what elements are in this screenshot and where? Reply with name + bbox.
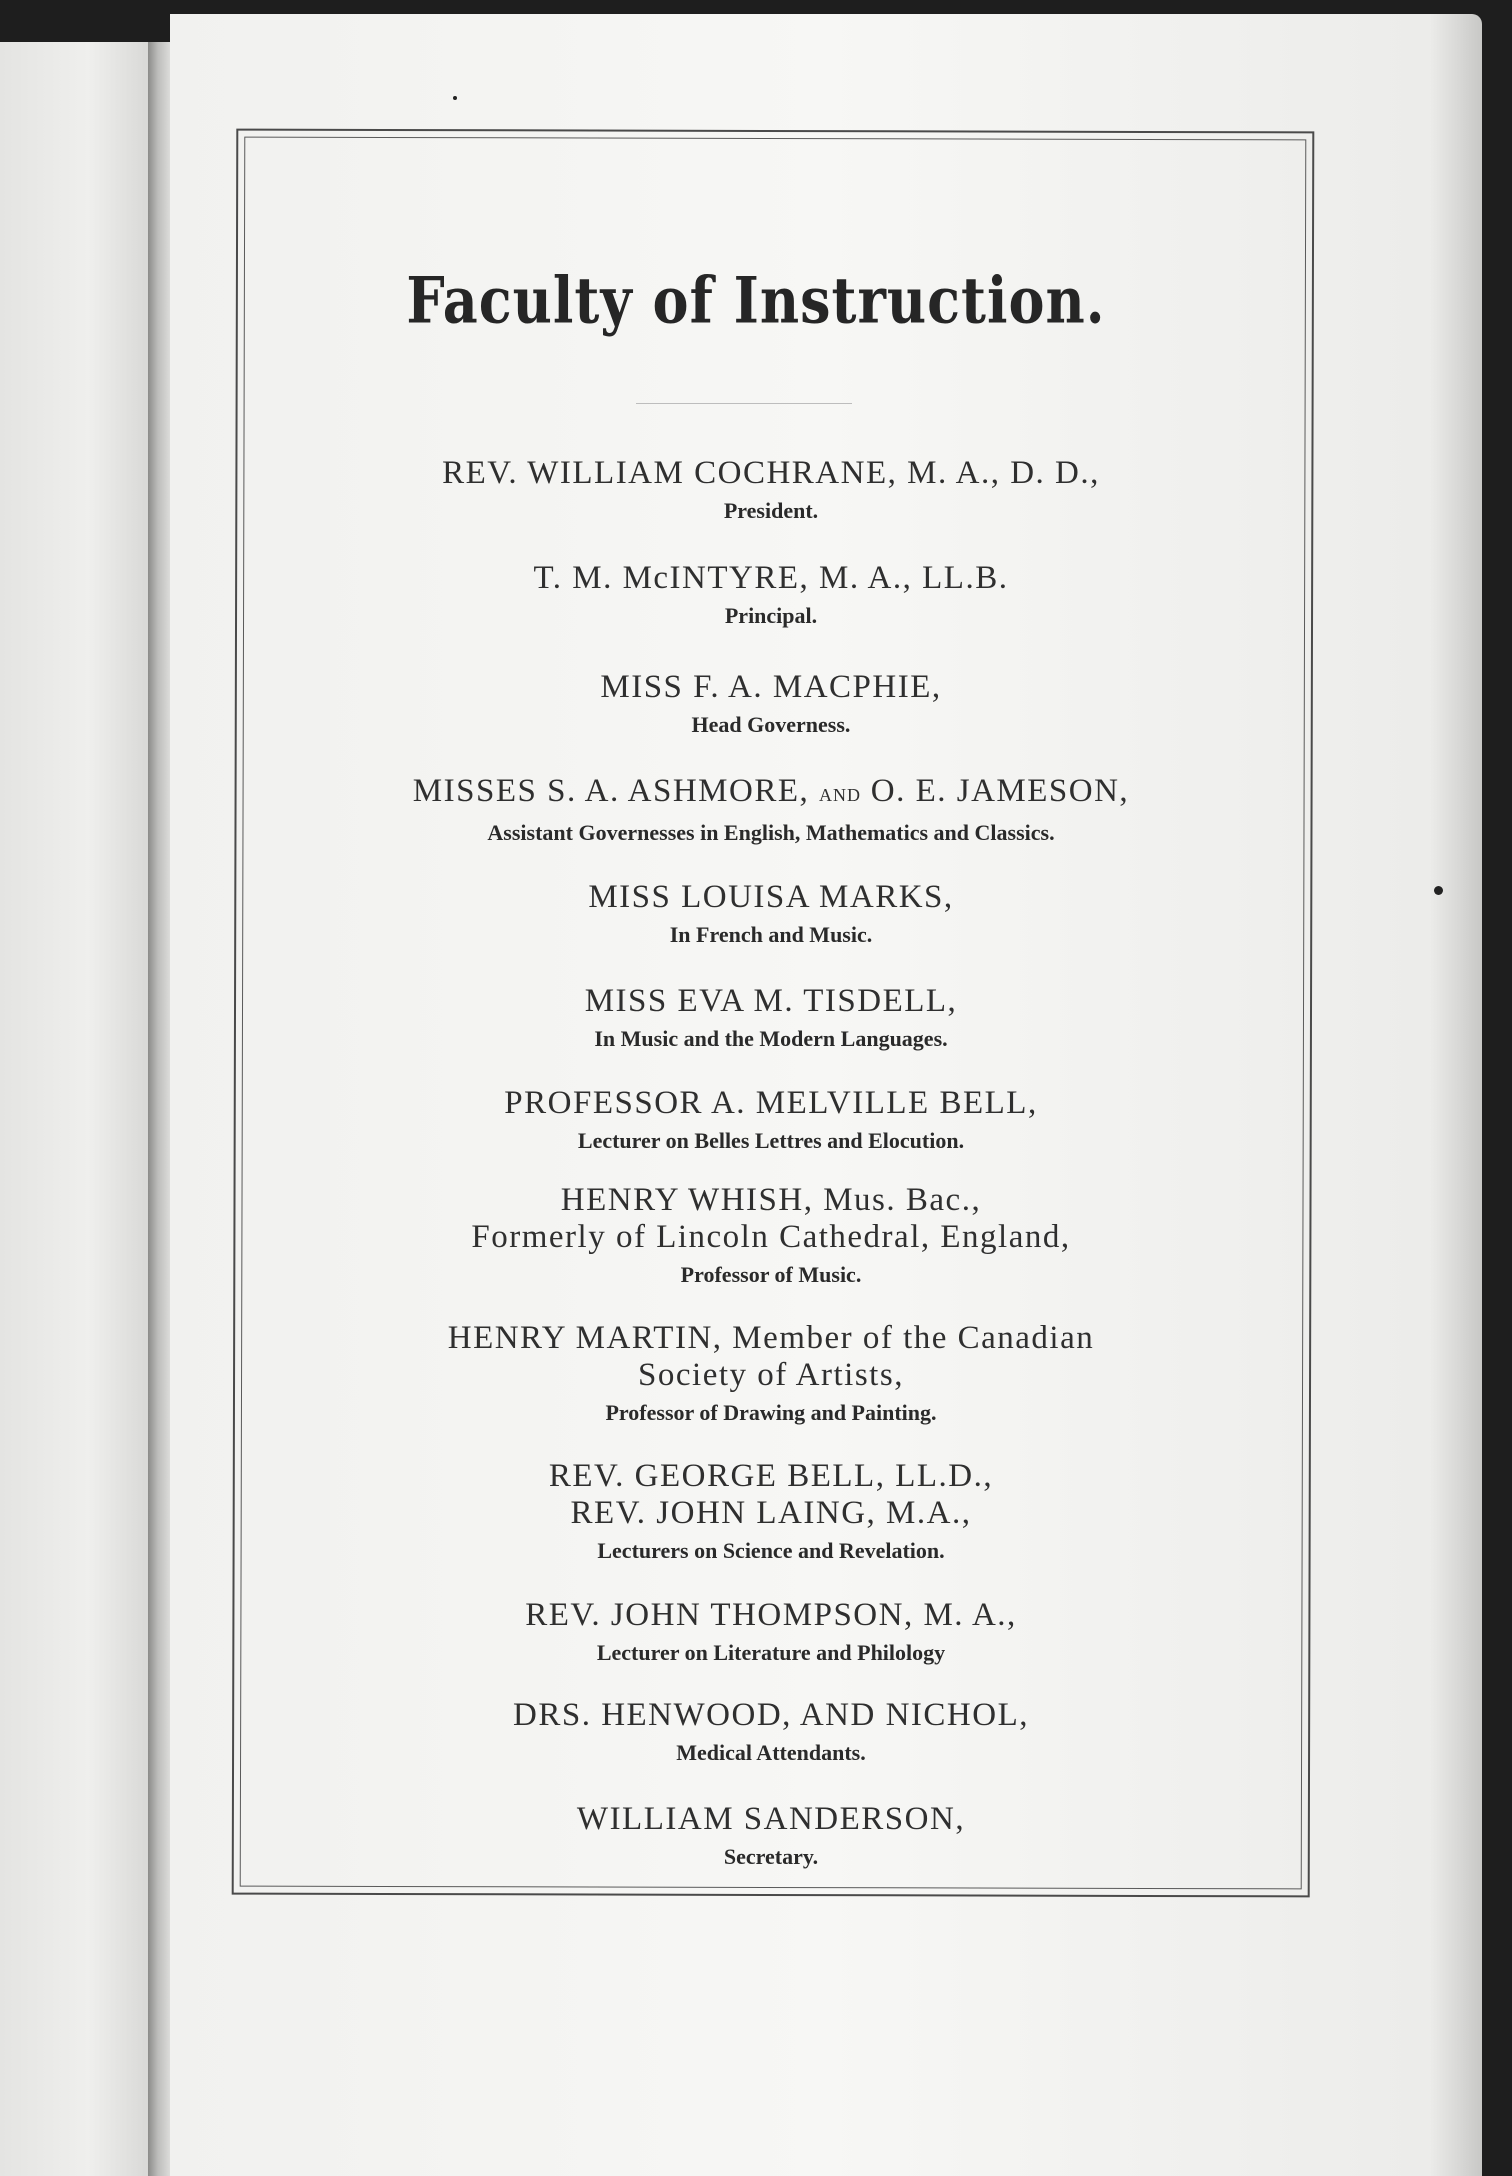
faculty-role: Professor of Music. <box>680 1262 862 1287</box>
faculty-entry <box>234 1597 1308 1668</box>
faculty-name: MISS F. A. MACPHIE, <box>600 669 942 705</box>
faculty-role: In French and Music. <box>669 922 873 947</box>
faculty-role: In Music and the Modern Languages. <box>594 1026 948 1051</box>
faculty-name: HENRY WHISH, Mus. Bac., <box>560 1182 982 1218</box>
faculty-entry <box>234 669 1308 740</box>
faculty-role: Secretary. <box>723 1844 819 1869</box>
faculty-name: MISS EVA M. TISDELL, <box>584 983 958 1019</box>
page-speck <box>1434 886 1443 895</box>
page-speck <box>453 96 457 100</box>
faculty-name: REV. WILLIAM COCHRANE, M. A., D. D., <box>442 455 1100 491</box>
title-divider <box>636 403 852 404</box>
faculty-entry <box>234 1458 1308 1566</box>
faculty-role: Lecturer on Belles Lettres and Elocution. <box>577 1128 965 1153</box>
page-title: Faculty of Instruction. <box>406 262 1106 338</box>
faculty-entry <box>234 455 1308 526</box>
faculty-name-conjunction: AND <box>819 785 861 805</box>
faculty-name-line: REV. JOHN LAING, M.A., <box>570 1495 972 1531</box>
faculty-entry <box>234 1182 1308 1290</box>
faculty-name: MISS LOUISA MARKS, <box>588 879 954 915</box>
faculty-name: HENRY MARTIN, Member of the Canadian <box>447 1320 1095 1356</box>
faculty-name: PROFESSOR A. MELVILLE BELL, <box>504 1085 1038 1121</box>
faculty-role: Assistant Governesses in English, Mathematics and Classics. <box>487 820 1055 845</box>
faculty-name-line: Society of Artists, <box>638 1357 904 1393</box>
facing-page-edge <box>0 42 148 2176</box>
faculty-role: Principal. <box>724 603 818 628</box>
faculty-role: President. <box>723 498 819 523</box>
faculty-role: Lecturer on Literature and Philology <box>596 1640 946 1665</box>
faculty-role: Professor of Drawing and Painting. <box>605 1400 937 1425</box>
faculty-name: WILLIAM SANDERSON, <box>576 1801 966 1837</box>
faculty-entry <box>234 1085 1308 1156</box>
faculty-role: Head Governess. <box>691 712 851 737</box>
faculty-name: REV. GEORGE BELL, LL.D., <box>548 1458 994 1494</box>
faculty-role: Medical Attendants. <box>676 1740 866 1765</box>
book-gutter <box>148 42 170 2176</box>
faculty-entry <box>234 983 1308 1054</box>
faculty-entry <box>234 560 1308 631</box>
faculty-name-part: O. E. JAMESON, <box>870 773 1130 809</box>
faculty-name-part: MISSES S. A. ASHMORE, <box>412 773 810 809</box>
faculty-list <box>234 455 1308 1872</box>
faculty-role: Lecturers on Science and Revelation. <box>597 1538 945 1563</box>
faculty-entry <box>234 773 1308 848</box>
faculty-entry <box>234 1697 1308 1768</box>
faculty-entry <box>234 879 1308 950</box>
faculty-name: REV. JOHN THOMPSON, M. A., <box>525 1597 1017 1633</box>
faculty-name <box>234 773 1308 814</box>
faculty-name-line: Formerly of Lincoln Cathedral, England, <box>471 1219 1071 1255</box>
faculty-name: T. M. McINTYRE, M. A., LL.B. <box>533 560 1009 596</box>
faculty-entry <box>234 1320 1308 1428</box>
faculty-name: DRS. HENWOOD, AND NICHOL, <box>513 1697 1029 1733</box>
faculty-entry <box>234 1801 1308 1872</box>
